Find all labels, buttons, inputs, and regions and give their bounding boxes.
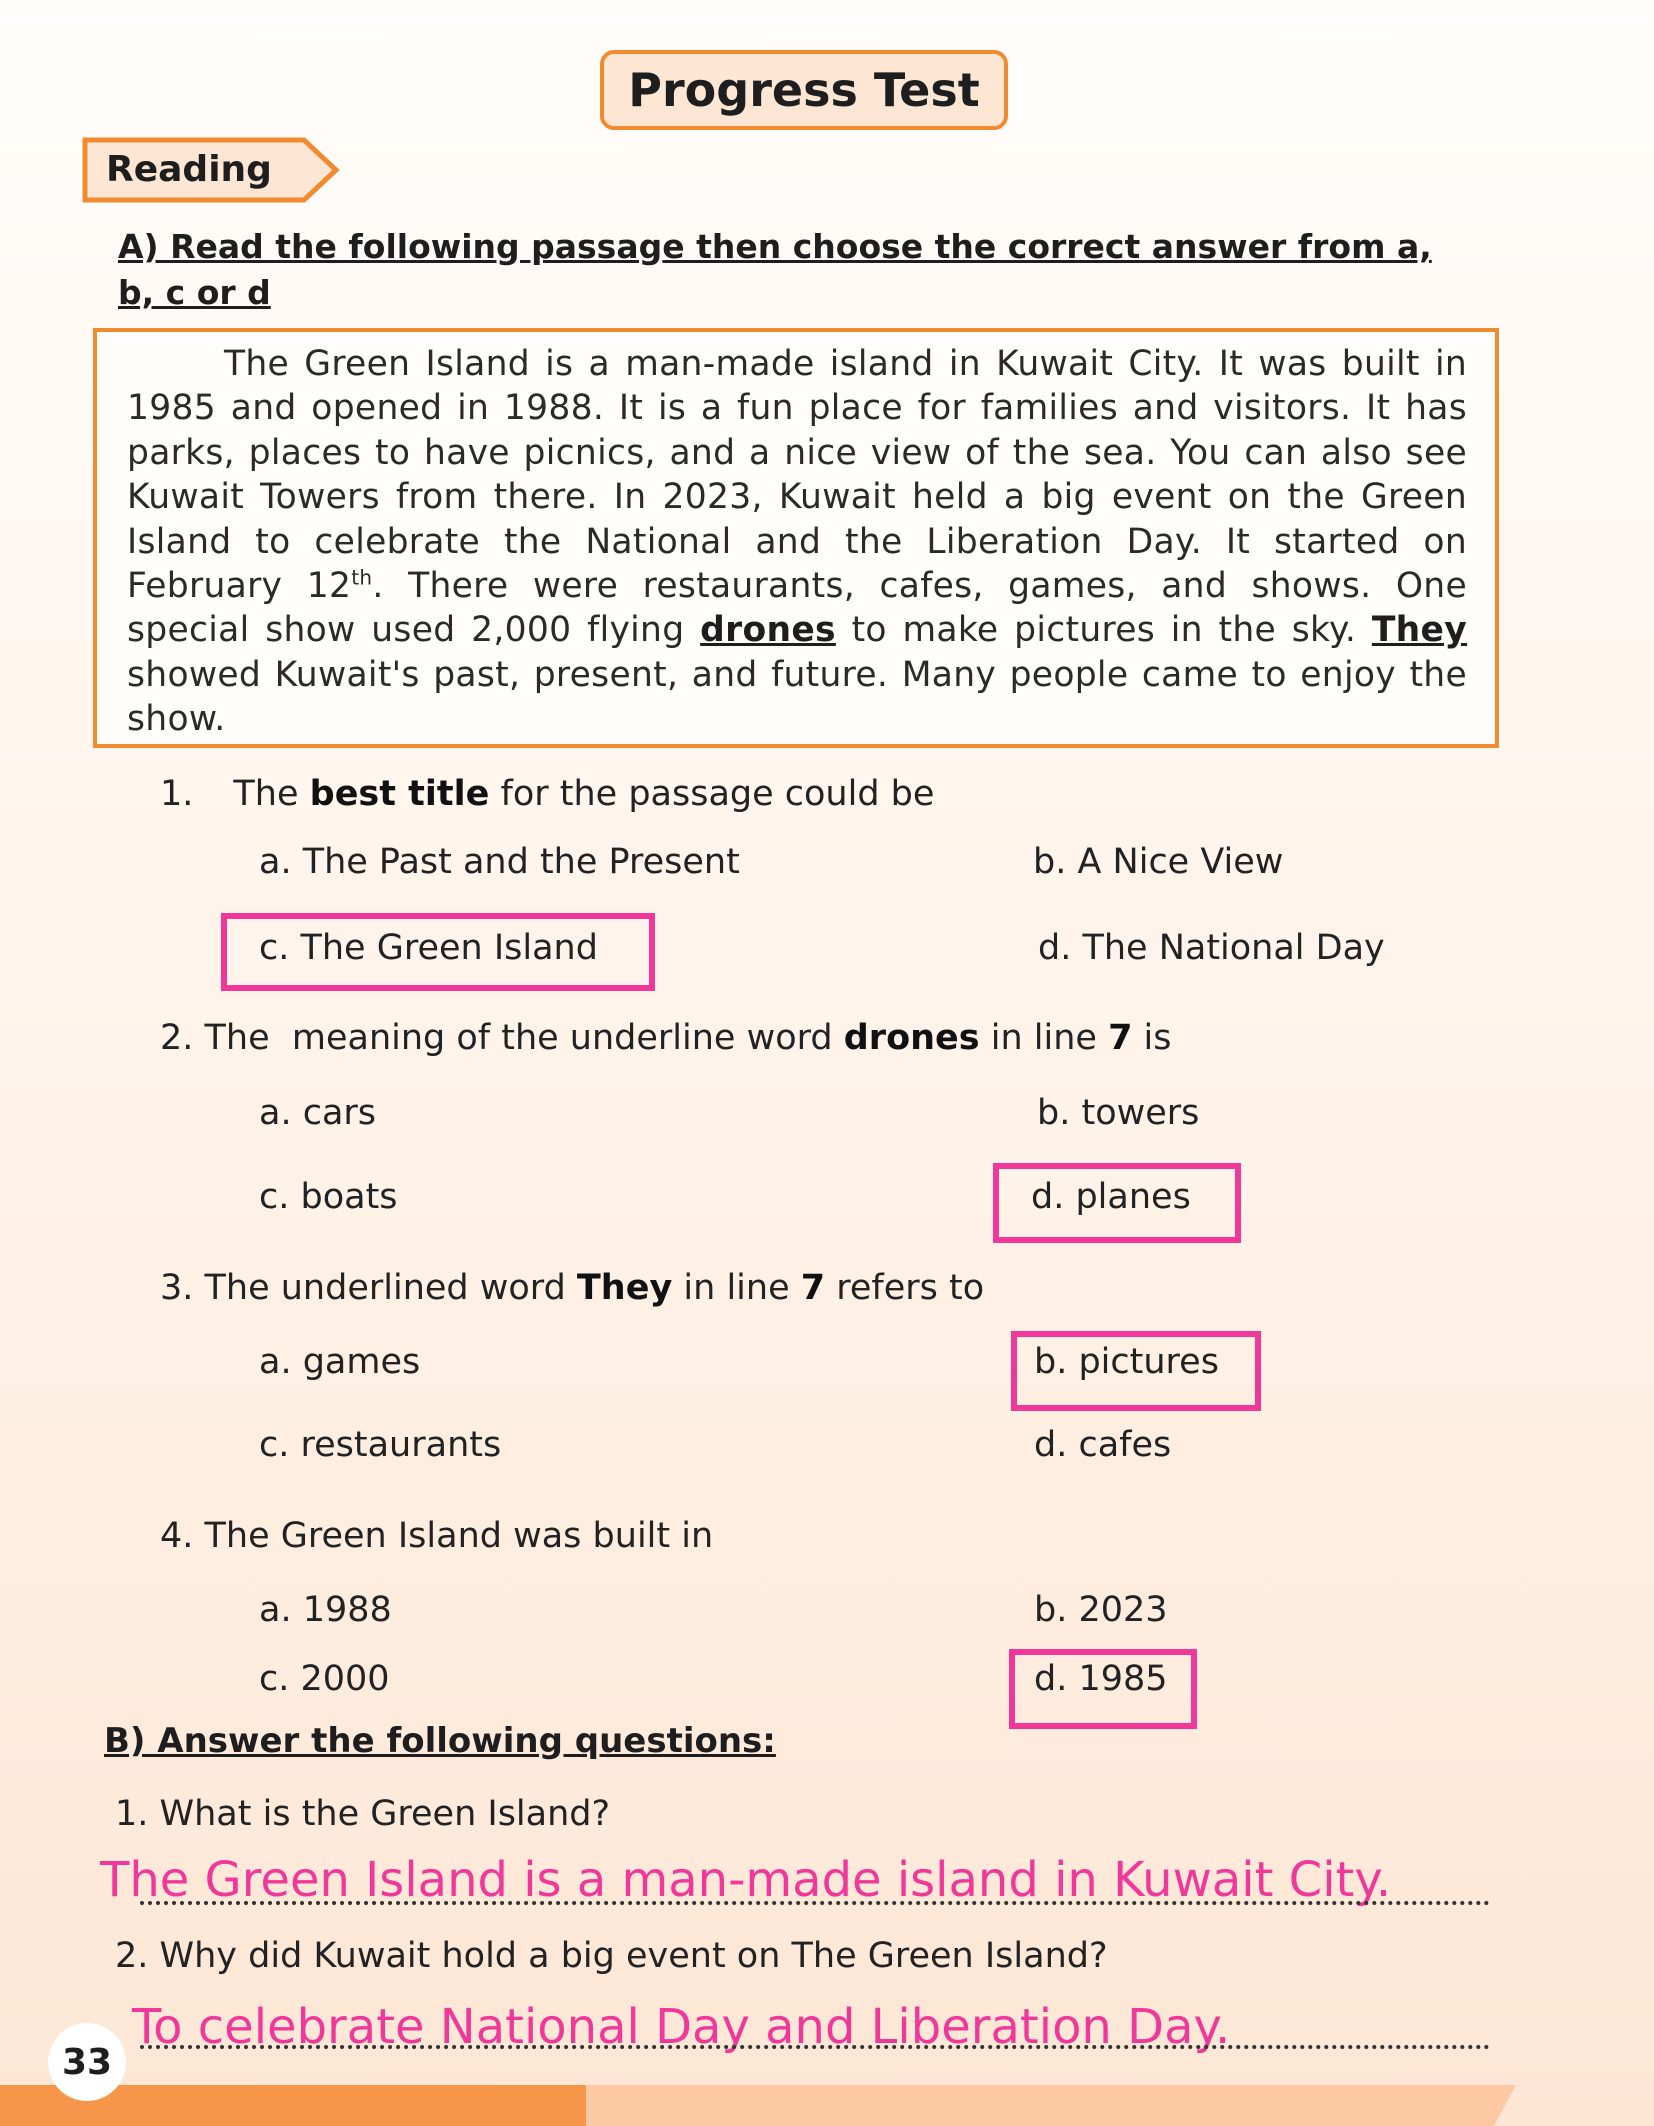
question-2-text-post: is (1132, 1018, 1172, 1058)
q1-option-a[interactable]: a. The Past and the Present (259, 842, 740, 882)
question-3-bold: They (576, 1268, 673, 1308)
question-1-number: 1. (160, 774, 194, 814)
q1-option-d[interactable]: d. The National Day (1038, 928, 1385, 968)
question-1-text-pre: The (233, 774, 310, 814)
part-a-instruction (118, 224, 1432, 316)
part-b-answer-2[interactable]: To celebrate National Day and Liberation Day. (132, 1999, 1231, 2055)
answer-2-dotted-line (140, 2045, 1490, 2049)
question-3-line-number: 7 (800, 1268, 826, 1308)
passage-part-2: . There were restaurants, cafes, games, and shows. One special show used 2,000 flying (127, 566, 1467, 651)
section-tag-label: Reading (106, 149, 272, 190)
question-1 (160, 774, 934, 814)
part-b-question-1: 1. What is the Green Island? (115, 1794, 611, 1834)
page-number-text: 33 (61, 2041, 113, 2083)
part-a-instruction-line2: b, c or d (118, 273, 271, 312)
question-3-text-post: refers to (825, 1268, 985, 1308)
q2-option-a[interactable]: a. cars (259, 1093, 377, 1133)
q1-option-b[interactable]: b. A Nice View (1033, 842, 1284, 882)
part-b-question-2: 2. Why did Kuwait hold a big event on The Green Island? (115, 1936, 1108, 1976)
q4-option-b[interactable]: b. 2023 (1034, 1590, 1168, 1630)
q3-option-d[interactable]: d. cafes (1034, 1425, 1172, 1465)
passage-part-1: The Green Island is a man-made island in Kuwait City. It was built in 1985 and opened in 1988. It is a fun place for families and visitors. It has parks, places to have picnics, and a nice view of the sea. You can also see Kuwait Towers from there. In 2023, Kuwait held a big event on the Green Island to celebrate the National and the Liberation Day. It started on February 12 (127, 344, 1467, 607)
question-1-text-post: for the passage could be (489, 774, 935, 814)
question-3-text-pre: 3. The underlined word (160, 1268, 577, 1308)
answer-1-dotted-line (140, 1901, 1490, 1905)
question-4: 4. The Green Island was built in (160, 1516, 714, 1556)
part-b-heading: B) Answer the following questions: (104, 1721, 776, 1761)
q3-option-c[interactable]: c. restaurants (259, 1425, 502, 1465)
q2-option-d[interactable]: d. planes (1031, 1177, 1191, 1217)
q3-option-b[interactable]: b. pictures (1034, 1342, 1219, 1382)
q2-option-c[interactable]: c. boats (259, 1177, 398, 1217)
question-1-bold: best title (309, 774, 490, 814)
question-2-bold: drones (843, 1018, 980, 1058)
question-2-text-mid: in line (979, 1018, 1109, 1058)
passage-sup: th (351, 565, 373, 590)
footer-bar (0, 2085, 1654, 2126)
question-2-line-number: 7 (1108, 1018, 1133, 1058)
page-number (48, 2023, 126, 2101)
question-3 (160, 1268, 984, 1308)
q4-option-a[interactable]: a. 1988 (259, 1590, 392, 1630)
question-2-text-pre: 2. The meaning of the underline word (160, 1018, 844, 1058)
part-a-instruction-line1: A) Read the following passage then choose the correct answer from a, (118, 227, 1432, 266)
question-3-text-mid: in line (672, 1268, 801, 1308)
section-tag (82, 137, 342, 203)
passage-box (93, 328, 1499, 748)
page-title (600, 50, 1008, 130)
passage-text (127, 342, 1467, 742)
q2-option-b[interactable]: b. towers (1037, 1093, 1200, 1133)
passage-part-3: to make pictures in the sky. (835, 610, 1372, 651)
passage-part-4: showed Kuwait's past, present, and future. Many people came to enjoy the show. (127, 654, 1467, 740)
q4-option-d[interactable]: d. 1985 (1034, 1659, 1168, 1699)
passage-word-they: They (1371, 610, 1468, 651)
question-2 (160, 1018, 1172, 1058)
part-b-answer-1[interactable]: The Green Island is a man-made island in Kuwait City. (100, 1852, 1392, 1908)
q3-option-a[interactable]: a. games (259, 1342, 421, 1382)
passage-word-drones: drones (700, 610, 836, 651)
q4-option-c[interactable]: c. 2000 (259, 1659, 390, 1699)
page-title-text: Progress Test (628, 63, 980, 117)
q1-option-c[interactable]: c. The Green Island (259, 928, 598, 968)
